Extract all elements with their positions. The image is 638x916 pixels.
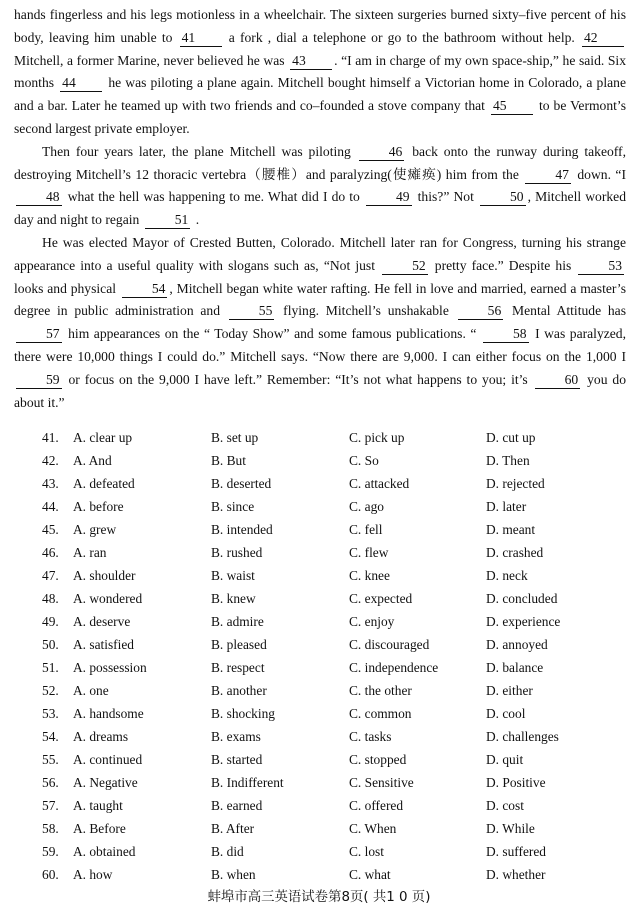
blank-52: 52 bbox=[382, 258, 428, 275]
text: pretty face.” Despite his bbox=[434, 257, 572, 273]
option-d: D. neck bbox=[486, 568, 528, 583]
text: flying. Mitchell’s unshakable bbox=[283, 303, 449, 319]
option-b: B. since bbox=[211, 499, 255, 514]
option-b: B. pleased bbox=[211, 637, 267, 652]
question-number: 48. bbox=[42, 591, 59, 606]
question-number: 49. bbox=[42, 614, 59, 629]
question-number: 60. bbox=[42, 867, 59, 882]
option-d: D. later bbox=[486, 499, 527, 514]
option-b: B. knew bbox=[211, 591, 256, 606]
option-c: C. tasks bbox=[349, 729, 392, 744]
blank-55: 55 bbox=[229, 303, 275, 320]
option-d: D. annoyed bbox=[486, 637, 548, 652]
text: to be Vermont’s second largest private employer. bbox=[14, 98, 626, 136]
question-number: 51. bbox=[42, 660, 59, 675]
option-a: A. possession bbox=[73, 660, 147, 675]
option-c: C. common bbox=[349, 706, 412, 721]
blank-45: 45 bbox=[491, 98, 533, 115]
question-row bbox=[0, 702, 638, 725]
question-row bbox=[0, 449, 638, 472]
option-c: C. When bbox=[349, 821, 397, 836]
blank-53: 53 bbox=[578, 258, 624, 275]
option-a: A. shoulder bbox=[73, 568, 136, 583]
option-a: A. grew bbox=[73, 522, 117, 537]
question-row bbox=[0, 725, 638, 748]
question-number: 42. bbox=[42, 453, 59, 468]
question-number: 57. bbox=[42, 798, 59, 813]
blank-57: 57 bbox=[16, 326, 62, 343]
option-a: A. continued bbox=[73, 752, 143, 767]
question-number: 45. bbox=[42, 522, 59, 537]
option-d: D. either bbox=[486, 683, 533, 698]
option-c: C. knee bbox=[349, 568, 390, 583]
option-b: B. respect bbox=[211, 660, 265, 675]
question-number: 53. bbox=[42, 706, 59, 721]
option-d: D. Positive bbox=[486, 775, 546, 790]
text: . bbox=[195, 212, 200, 228]
option-c: C. lost bbox=[349, 844, 384, 859]
option-c: C. the other bbox=[349, 683, 412, 698]
question-row bbox=[0, 794, 638, 817]
option-d: D. rejected bbox=[486, 476, 545, 491]
blank-41: 41 bbox=[180, 30, 222, 47]
option-c: C. offered bbox=[349, 798, 404, 813]
question-number: 50. bbox=[42, 637, 59, 652]
question-row bbox=[0, 679, 638, 702]
question-number: 54. bbox=[42, 729, 59, 744]
question-number: 52. bbox=[42, 683, 59, 698]
option-d: D. cut up bbox=[486, 430, 536, 445]
option-c: C. enjoy bbox=[349, 614, 395, 629]
option-c: C. stopped bbox=[349, 752, 407, 767]
option-a: A. how bbox=[73, 867, 113, 882]
option-b: B. when bbox=[211, 867, 256, 882]
blank-58: 58 bbox=[483, 326, 529, 343]
question-row bbox=[0, 541, 638, 564]
option-a: A. wondered bbox=[73, 591, 143, 606]
text: hands fingerless and his legs motionless in a wheelchair. The sixteen surgeries burned sixty–five percent of his body, leaving him unable to bbox=[14, 7, 626, 45]
option-d: D. quit bbox=[486, 752, 524, 767]
blank-59: 59 bbox=[16, 372, 62, 389]
blank-42: 42 bbox=[582, 30, 624, 47]
answer-options bbox=[0, 426, 638, 886]
option-a: A. And bbox=[73, 453, 112, 468]
option-c: C. ago bbox=[349, 499, 384, 514]
question-number: 46. bbox=[42, 545, 59, 560]
question-row bbox=[0, 840, 638, 863]
question-row bbox=[0, 633, 638, 656]
question-row bbox=[0, 817, 638, 840]
text: or focus on the 9,000 I have left.” Remember: “It’s not what happens to you; it’s bbox=[68, 371, 528, 387]
paragraph-3 bbox=[14, 232, 626, 414]
option-a: A. one bbox=[73, 683, 109, 698]
option-c: C. what bbox=[349, 867, 391, 882]
question-number: 44. bbox=[42, 499, 59, 514]
option-c: C. pick up bbox=[349, 430, 405, 445]
question-row bbox=[0, 863, 638, 886]
option-b: B. waist bbox=[211, 568, 255, 583]
option-a: A. clear up bbox=[73, 430, 133, 445]
option-b: B. started bbox=[211, 752, 263, 767]
question-number: 41. bbox=[42, 430, 59, 445]
question-number: 58. bbox=[42, 821, 59, 836]
option-d: D. experience bbox=[486, 614, 561, 629]
option-c: C. Sensitive bbox=[349, 775, 414, 790]
option-b: B. But bbox=[211, 453, 246, 468]
text: . “I am in charge of my own space-ship,” he said. Six months bbox=[14, 52, 627, 91]
option-d: D. cool bbox=[486, 706, 526, 721]
option-d: D. suffered bbox=[486, 844, 546, 859]
question-number: 47. bbox=[42, 568, 59, 583]
question-row bbox=[0, 472, 638, 495]
text: , Mitchell began white water rafting. He fell in love and married, earned a master’s degree in public administration and bbox=[14, 280, 626, 319]
text: Mitchell, a former Marine, never believed he was bbox=[14, 52, 285, 68]
option-b: B. earned bbox=[211, 798, 263, 813]
question-row bbox=[0, 518, 638, 541]
option-c: C. fell bbox=[349, 522, 383, 537]
text: Then four years later, the plane Mitchell was piloting bbox=[42, 143, 351, 159]
option-d: D. whether bbox=[486, 867, 546, 882]
option-d: D. concluded bbox=[486, 591, 558, 606]
option-b: B. shocking bbox=[211, 706, 275, 721]
text: him appearances on the “ Today Show” and some famous publications. “ bbox=[68, 326, 477, 342]
option-a: A. handsome bbox=[73, 706, 144, 721]
blank-54: 54 bbox=[122, 281, 168, 298]
option-a: A. before bbox=[73, 499, 124, 514]
text: he was piloting a plane again. Mitchell bought himself a Victorian home in Colorado, a plane and a bar. Later he teamed up with two friends and co–founded a stove company that bbox=[14, 75, 626, 114]
option-c: C. So bbox=[349, 453, 379, 468]
question-number: 59. bbox=[42, 844, 59, 859]
option-b: B. intended bbox=[211, 522, 273, 537]
text: this?” Not bbox=[417, 189, 474, 205]
option-b: B. rushed bbox=[211, 545, 263, 560]
option-d: D. Then bbox=[486, 453, 530, 468]
option-a: A. defeated bbox=[73, 476, 135, 491]
option-b: B. exams bbox=[211, 729, 261, 744]
option-d: D. balance bbox=[486, 660, 544, 675]
question-row bbox=[0, 656, 638, 679]
option-b: B. Indifferent bbox=[211, 775, 284, 790]
text: He was elected Mayor of Crested Butten, Colorado. Mitchell later ran for Congress, turning his strange appearance into a useful quality with slogans such as, “Not just bbox=[14, 234, 626, 273]
question-number: 43. bbox=[42, 476, 59, 491]
text: back onto the runway during takeoff, destroying Mitchell’s 12 thoracic vertebra（腰椎）and paralyzing(使瘫痪) him from the bbox=[14, 143, 626, 182]
option-d: D. crashed bbox=[486, 545, 544, 560]
option-a: A. deserve bbox=[73, 614, 131, 629]
option-c: C. independence bbox=[349, 660, 439, 675]
option-b: B. deserted bbox=[211, 476, 272, 491]
question-row bbox=[0, 748, 638, 771]
blank-43: 43 bbox=[290, 53, 332, 70]
option-c: C. expected bbox=[349, 591, 413, 606]
question-row bbox=[0, 426, 638, 449]
question-number: 56. bbox=[42, 775, 59, 790]
option-a: A. ran bbox=[73, 545, 107, 560]
question-row bbox=[0, 587, 638, 610]
text: down. “I bbox=[577, 166, 626, 182]
text: I was paralyzed, there were 10,000 things I could do.” Mitchell says. “Now there are 9,000. I can either focus on the 1,000 I bbox=[14, 326, 626, 364]
paragraph-2 bbox=[14, 141, 626, 232]
text: looks and physical bbox=[14, 280, 117, 296]
text: a fork , dial a telephone or go to the bathroom without help. bbox=[228, 29, 575, 45]
option-d: D. While bbox=[486, 821, 535, 836]
paragraph-1 bbox=[14, 4, 626, 141]
option-b: B. another bbox=[211, 683, 267, 698]
option-d: D. challenges bbox=[486, 729, 559, 744]
blank-48: 48 bbox=[16, 189, 62, 206]
option-d: D. meant bbox=[486, 522, 536, 537]
option-b: B. did bbox=[211, 844, 244, 859]
option-a: A. Negative bbox=[73, 775, 138, 790]
question-row bbox=[0, 495, 638, 518]
text: Mental Attitude has bbox=[512, 303, 626, 319]
option-c: C. attacked bbox=[349, 476, 410, 491]
blank-46: 46 bbox=[359, 144, 405, 161]
page-footer: 蚌埠市高三英语试卷第8页( 共1 0 页) bbox=[207, 890, 431, 905]
blank-49: 49 bbox=[366, 189, 412, 206]
option-d: D. cost bbox=[486, 798, 524, 813]
blank-51: 51 bbox=[145, 212, 191, 229]
text: you do about it.” bbox=[14, 371, 627, 410]
option-a: A. satisfied bbox=[73, 637, 134, 652]
blank-44: 44 bbox=[60, 75, 102, 92]
blank-47: 47 bbox=[525, 167, 571, 184]
option-b: B. admire bbox=[211, 614, 264, 629]
question-row bbox=[0, 610, 638, 633]
cloze-passage bbox=[14, 4, 626, 414]
option-c: C. discouraged bbox=[349, 637, 430, 652]
option-b: B. set up bbox=[211, 430, 259, 445]
option-c: C. flew bbox=[349, 545, 389, 560]
option-b: B. After bbox=[211, 821, 255, 836]
option-a: A. taught bbox=[73, 798, 123, 813]
question-row bbox=[0, 564, 638, 587]
question-row bbox=[0, 771, 638, 794]
blank-50: 50 bbox=[480, 189, 526, 206]
text: what the hell was happening to me. What did I do to bbox=[67, 189, 360, 205]
question-number: 55. bbox=[42, 752, 59, 767]
blank-56: 56 bbox=[458, 303, 504, 320]
option-a: A. Before bbox=[73, 821, 126, 836]
option-a: A. obtained bbox=[73, 844, 136, 859]
blank-60: 60 bbox=[535, 372, 581, 389]
text: , Mitchell worked day and night to regain bbox=[14, 189, 626, 228]
option-a: A. dreams bbox=[73, 729, 129, 744]
